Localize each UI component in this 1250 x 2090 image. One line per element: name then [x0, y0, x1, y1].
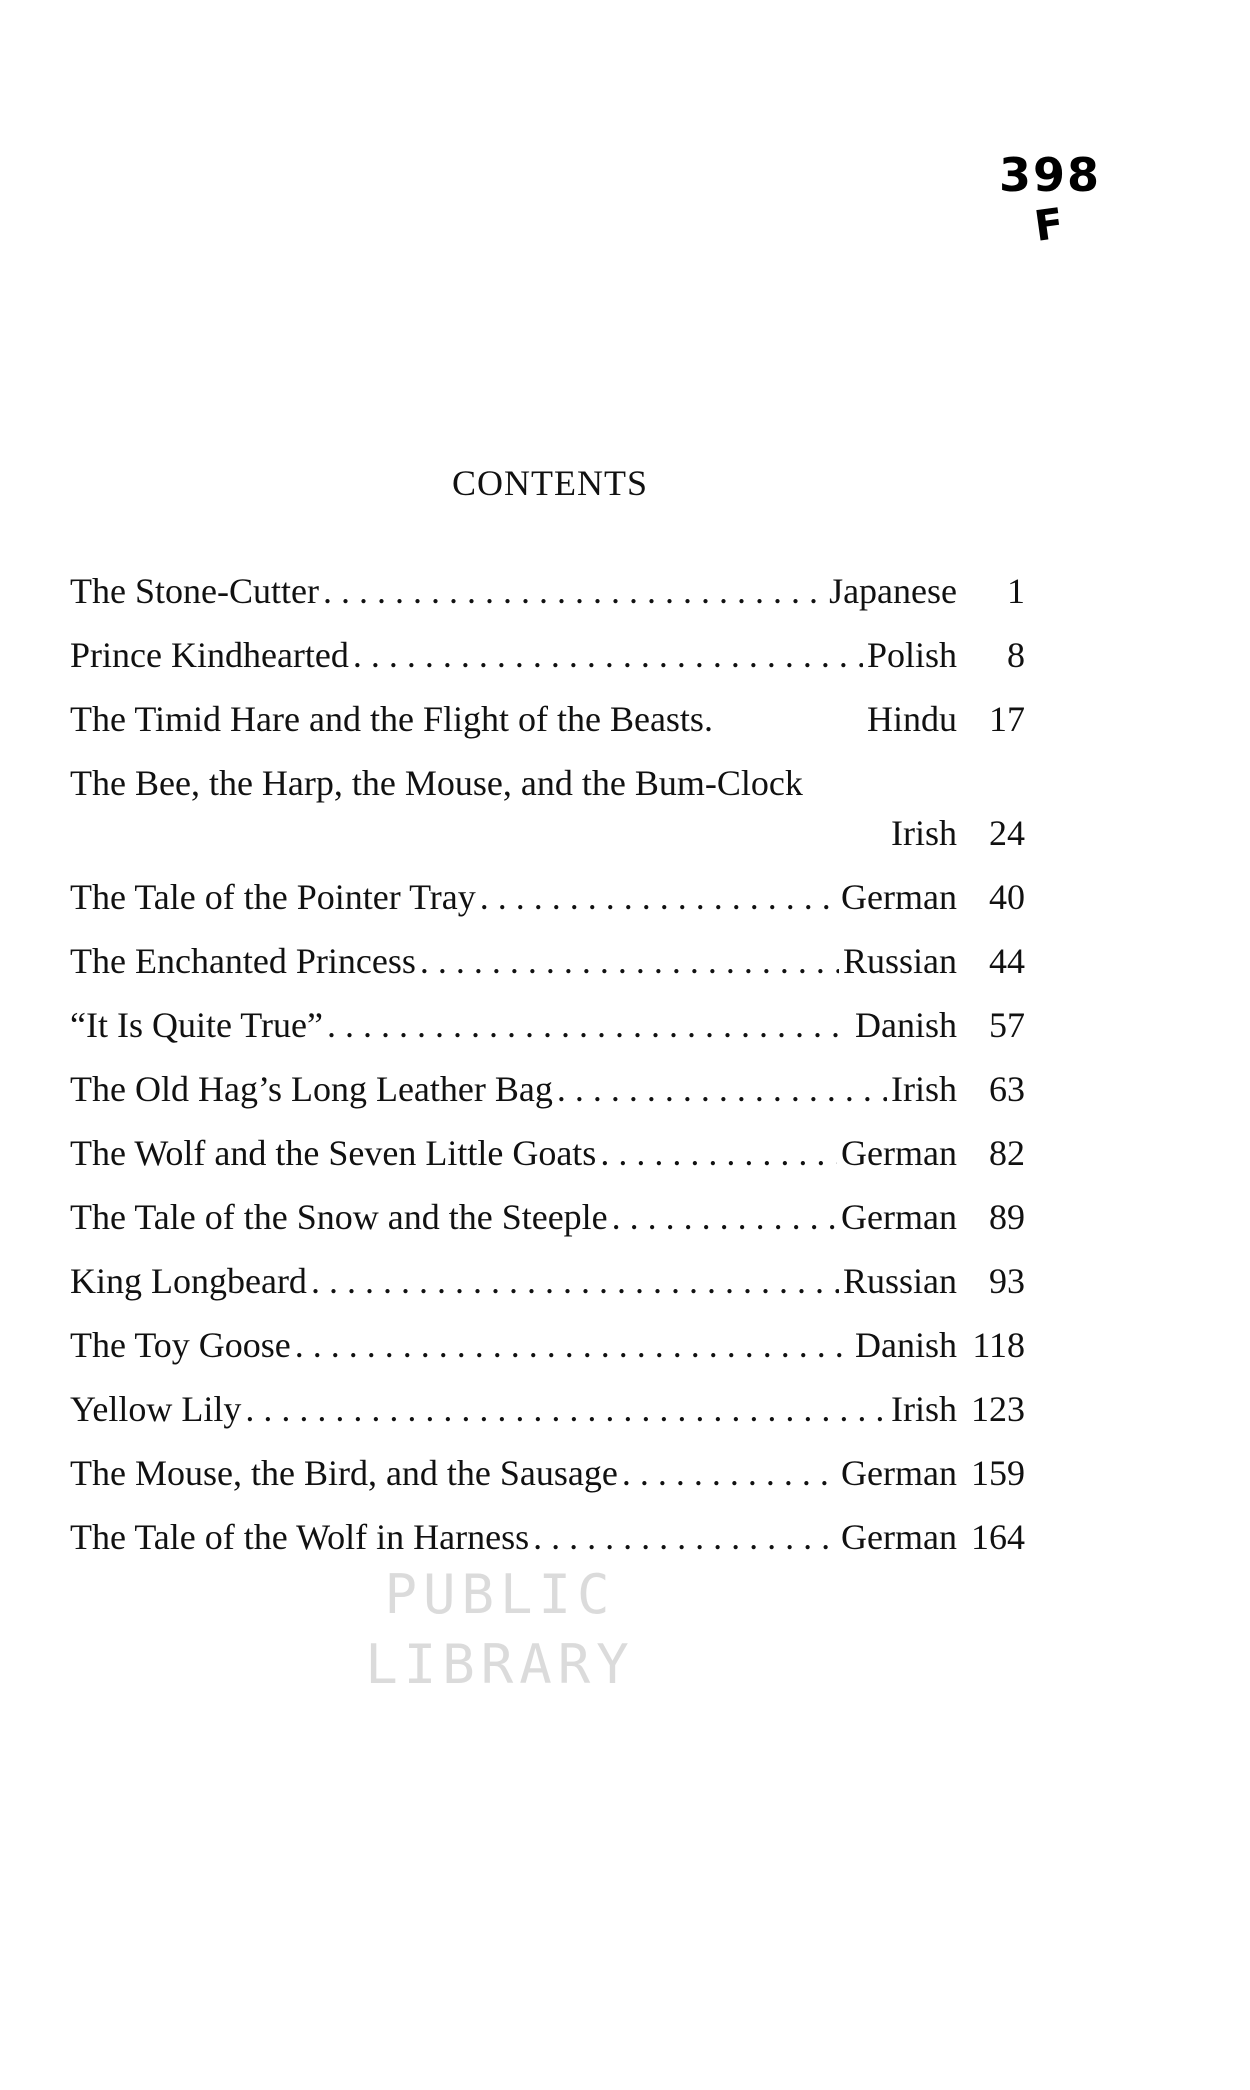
dot-leader: [612, 1185, 837, 1249]
entry-origin: Russian: [842, 941, 957, 981]
toc-entry: [70, 687, 1025, 751]
entry-origin: Japanese: [829, 571, 957, 611]
entry-title: The Tale of the Pointer Tray: [70, 877, 476, 917]
toc-entry: [70, 1313, 1025, 1377]
entry-origin: German: [841, 1517, 957, 1557]
entry-origin: Russian: [842, 1261, 957, 1301]
entry-page: 123: [971, 1389, 1025, 1429]
entry-origin: Irish: [891, 813, 957, 853]
call-number: 398: [998, 148, 1102, 202]
entry-page: 93: [989, 1261, 1025, 1301]
dot-leader: [311, 1249, 839, 1313]
entry-page: 63: [989, 1069, 1025, 1109]
toc-entry: [70, 1057, 1025, 1121]
table-of-contents: [70, 559, 1025, 1569]
entry-title: The Old Hag’s Long Leather Bag: [70, 1069, 553, 1109]
toc-entry: [70, 1377, 1025, 1441]
entry-origin: Irish: [891, 1069, 957, 1109]
entry-title: The Bee, the Harp, the Mouse, and the Bum-Clock: [70, 763, 803, 803]
entry-origin: Danish: [855, 1325, 957, 1365]
entry-page: 164: [971, 1517, 1025, 1557]
entry-page: 1: [1007, 571, 1025, 611]
toc-entry: [70, 559, 1025, 623]
toc-entry: [70, 1185, 1025, 1249]
entry-page: 57: [989, 1005, 1025, 1045]
entry-page: 159: [971, 1453, 1025, 1493]
entry-origin: German: [841, 1453, 957, 1493]
toc-entry: [70, 1249, 1025, 1313]
entry-page: 40: [989, 877, 1025, 917]
toc-entry: [70, 929, 1025, 993]
toc-entry: [70, 623, 1025, 687]
entry-title: King Longbeard: [70, 1261, 307, 1301]
entry-title: “It Is Quite True”: [70, 1005, 323, 1045]
page-title: CONTENTS: [452, 463, 648, 503]
entry-page: 17: [989, 699, 1025, 739]
entry-page: 118: [972, 1325, 1025, 1365]
toc-entry: [70, 758, 1025, 858]
dot-leader: [622, 1441, 837, 1505]
entry-page: 24: [989, 813, 1025, 853]
toc-entry: [70, 993, 1025, 1057]
dot-leader: [245, 1377, 887, 1441]
entry-origin: Hindu: [867, 699, 957, 739]
toc-entry: [70, 865, 1025, 929]
entry-title: The Stone-Cutter: [70, 571, 319, 611]
toc-entry: [70, 1441, 1025, 1505]
toc-entry: [70, 1121, 1025, 1185]
entry-title: The Enchanted Princess: [70, 941, 416, 981]
dot-leader: [600, 1121, 837, 1185]
dot-leader: [327, 993, 851, 1057]
entry-title: The Toy Goose: [70, 1325, 291, 1365]
entry-page: 44: [989, 941, 1025, 981]
dot-leader: [420, 929, 839, 993]
entry-origin: Polish: [866, 635, 957, 675]
entry-origin: Danish: [855, 1005, 957, 1045]
dot-leader: [353, 623, 863, 687]
entry-page: 82: [989, 1133, 1025, 1173]
entry-title: Prince Kindhearted: [70, 635, 349, 675]
perforated-library-stamp: [330, 1560, 670, 1700]
entry-page: 89: [989, 1197, 1025, 1237]
entry-title: The Timid Hare and the Flight of the Beasts.: [70, 699, 713, 739]
entry-origin: German: [841, 1197, 957, 1237]
stamp-line: LIBRARY: [365, 1633, 635, 1696]
entry-title: The Mouse, the Bird, and the Sausage: [70, 1453, 618, 1493]
stamp-line: PUBLIC: [384, 1563, 616, 1626]
dot-leader: [557, 1057, 887, 1121]
dot-leader: [323, 559, 825, 623]
entry-origin: German: [841, 1133, 957, 1173]
entry-title: The Tale of the Snow and the Steeple: [70, 1197, 608, 1237]
call-letter: F: [1031, 198, 1069, 251]
entry-title: The Wolf and the Seven Little Goats: [70, 1133, 597, 1173]
entry-title: Yellow Lily: [70, 1389, 242, 1429]
entry-origin: German: [841, 877, 957, 917]
entry-origin: Irish: [891, 1389, 957, 1429]
dot-leader: [480, 865, 837, 929]
dot-leader: [295, 1313, 851, 1377]
handwritten-call-number: [985, 150, 1115, 250]
entry-title: The Tale of the Wolf in Harness: [70, 1517, 530, 1557]
entry-page: 8: [1007, 635, 1025, 675]
